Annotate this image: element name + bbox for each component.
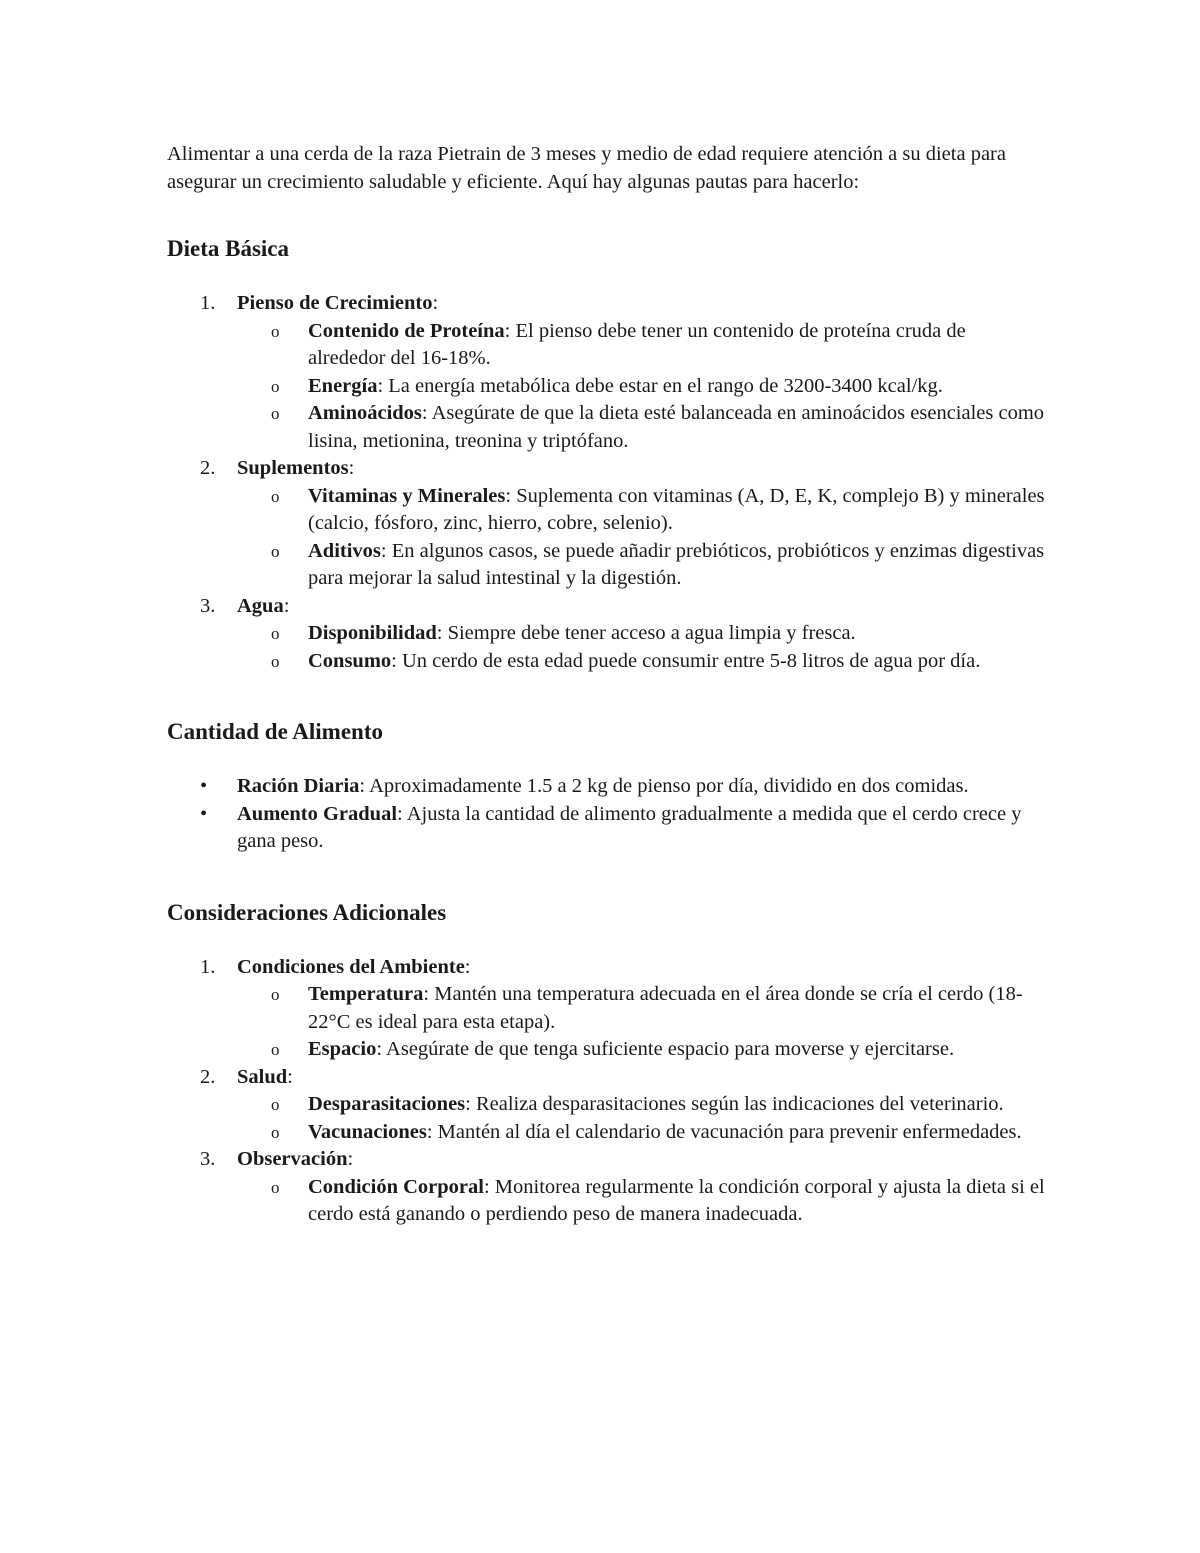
sub-list-item	[237, 1036, 1047, 1064]
heading-consideraciones-adicionales: Consideraciones Adicionales	[167, 899, 447, 925]
circle-bullet-icon: o	[271, 624, 280, 643]
circle-bullet-icon: o	[271, 486, 280, 506]
sub-list-item	[237, 483, 1047, 538]
list-item: 3. Agua: o Disponibilidad: Siempre debe tener acceso a agua limpia y fresca. o Consumo: Un cerdo de esta edad puede consumir entre 5-8 litros de agua por día.	[167, 593, 1047, 676]
item-title: Pienso de Crecimiento	[237, 292, 433, 314]
list-number: 3.	[200, 1148, 216, 1170]
heading-cantidad-alimento: Cantidad de Alimento	[167, 719, 383, 744]
circle-bullet-icon: o	[271, 1040, 280, 1059]
item-title: Suplementos	[237, 457, 349, 479]
subitem-text: : Mantén una temperatura adecuada en el área donde se cría el cerdo (18-22°C es ideal para esta etapa).	[308, 983, 1023, 1033]
subitem-title: Aditivos	[308, 539, 381, 562]
sub-list-item	[237, 1091, 1047, 1119]
circle-bullet-icon: o	[271, 541, 280, 561]
item-title: Observación	[237, 1148, 348, 1170]
circle-bullet-icon: o	[271, 651, 280, 671]
intro-paragraph: Alimentar a una cerda de la raza Pietrain de 3 meses y medio de edad requiere atención a su dieta para asegurar un crecimiento saludable y eficiente. Aquí hay algunas pautas para hacerlo:	[167, 143, 1006, 193]
list-number: 1.	[200, 955, 216, 978]
subitem-title: Vacunaciones	[308, 1120, 427, 1143]
item-title: Salud	[237, 1065, 288, 1088]
sub-list-item	[237, 648, 1047, 676]
item-text: : Aproximadamente 1.5 a 2 kg de pienso por día, dividido en dos comidas.	[359, 775, 969, 797]
sub-list-item	[237, 318, 1047, 373]
sub-list	[237, 620, 1047, 675]
subitem-text: : La energía metabólica debe estar en el rango de 3200-3400 kcal/kg.	[377, 374, 943, 397]
subitem-title: Espacio	[308, 1038, 377, 1060]
list-number: 1.	[200, 292, 216, 314]
list-number: 2.	[200, 457, 216, 479]
subitem-title: Condición Corporal	[308, 1175, 484, 1198]
subitem-title: Energía	[308, 374, 378, 397]
list-item: 1. Pienso de Crecimiento: o Contenido de Proteína: El pienso debe tener un contenido de proteína cruda de alrededor del 16-18%. o Energía: La energía metabólica debe estar en el rango de 3200-3400 kcal/kg. o Aminoácidos: Asegúrate de que la dieta esté balanceada en aminoácidos esenciales como lisina, metionina, treonina y triptófano.	[167, 290, 1047, 455]
item-title: Aumento Gradual	[237, 802, 398, 825]
item-title: Ración Diaria	[237, 775, 360, 797]
list-item: 2. Salud: o Desparasitaciones: Realiza desparasitaciones según las indicaciones del veterinario. o Vacunaciones: Mantén al día el calendario de vacunación para prevenir enfermedades.	[167, 1064, 1047, 1147]
sub-list-item	[237, 538, 1047, 593]
item-text: : Ajusta la cantidad de alimento gradualmente a medida que el cerdo crece y gana peso.	[237, 802, 1022, 852]
heading-dieta-basica: Dieta Básica	[167, 236, 290, 261]
circle-bullet-icon: o	[271, 1122, 280, 1142]
sub-list	[237, 1174, 1047, 1229]
sub-list-item	[237, 981, 1047, 1036]
sub-list	[237, 483, 1047, 593]
subitem-text: : Mantén al día el calendario de vacunación para prevenir enfermedades.	[426, 1120, 1022, 1143]
item-title: Agua	[237, 594, 284, 617]
circle-bullet-icon: o	[271, 1095, 280, 1114]
subitem-text: : Un cerdo de esta edad puede consumir entre 5-8 litros de agua por día.	[391, 649, 981, 672]
subitem-title: Disponibilidad	[308, 622, 437, 644]
circle-bullet-icon: o	[271, 376, 280, 396]
subitem-title: Vitaminas y Minerales	[308, 484, 506, 507]
item-title: Condiciones del Ambiente	[237, 955, 465, 978]
list-number: 3.	[200, 594, 216, 617]
sub-list	[237, 1091, 1047, 1146]
subitem-title: Desparasitaciones	[308, 1093, 466, 1115]
circle-bullet-icon: o	[271, 321, 280, 341]
dieta-list	[167, 290, 1047, 675]
sub-list-item	[237, 400, 1047, 455]
subitem-text: : Asegúrate de que tenga suficiente espacio para moverse y ejercitarse.	[376, 1038, 955, 1060]
sub-list-item	[237, 1119, 1047, 1147]
list-item	[167, 801, 1047, 856]
subitem-text: : Suplementa con vitaminas (A, D, E, K, complejo B) y minerales (calcio, fósforo, zinc, hierro, cobre, selenio).	[308, 484, 1045, 534]
subitem-title: Consumo	[308, 649, 392, 672]
subitem-text: : Realiza desparasitaciones según las indicaciones del veterinario.	[465, 1093, 1004, 1115]
sub-list-item	[237, 620, 1047, 648]
circle-bullet-icon: o	[271, 1177, 280, 1197]
list-item: 1. Condiciones del Ambiente: o Temperatura: Mantén una temperatura adecuada en el área donde se cría el cerdo (18-22°C es ideal para esta etapa). o Espacio: Asegúrate de que tenga suficiente espacio para moverse y ejercitarse.	[167, 954, 1047, 1064]
subitem-title: Contenido de Proteína	[308, 319, 505, 342]
cantidad-list	[167, 773, 1047, 856]
bullet-icon: •	[200, 802, 208, 825]
list-item: 2. Suplementos: o Vitaminas y Minerales: Suplementa con vitaminas (A, D, E, K, complejo B) y minerales (calcio, fósforo, zinc, hierro, cobre, selenio). o Aditivos: En algunos casos, se puede añadir prebióticos, probióticos y enzimas digestivas para mejorar la salud intestinal y la digestión.	[167, 455, 1047, 593]
list-number: 2.	[200, 1065, 216, 1088]
consideraciones-list	[167, 954, 1047, 1229]
subitem-text: : El pienso debe tener un contenido de proteína cruda de alrededor del 16-18%.	[308, 319, 966, 369]
circle-bullet-icon: o	[271, 985, 280, 1004]
subitem-text: : Siempre debe tener acceso a agua limpia y fresca.	[436, 622, 856, 644]
subitem-title: Temperatura	[308, 983, 424, 1005]
sub-list	[237, 981, 1047, 1064]
list-item: 3. Observación: o Condición Corporal: Monitorea regularmente la condición corporal y ajusta la dieta si el cerdo está ganando o perdiendo peso de manera inadecuada.	[167, 1146, 1047, 1229]
sub-list-item	[237, 1174, 1047, 1229]
subitem-text: : Asegúrate de que la dieta esté balanceada en aminoácidos esenciales como lisina, metionina, treonina y triptófano.	[308, 402, 1045, 452]
subitem-text: : Monitorea regularmente la condición corporal y ajusta la dieta si el cerdo está ganando o perdiendo peso de manera inadecuada.	[308, 1175, 1045, 1225]
list-item	[167, 773, 1047, 801]
subitem-text: : En algunos casos, se puede añadir prebióticos, probióticos y enzimas digestivas para mejorar la salud intestinal y la digestión.	[308, 539, 1045, 589]
circle-bullet-icon: o	[271, 404, 280, 423]
subitem-title: Aminoácidos	[308, 402, 422, 424]
document-page	[167, 141, 1047, 1229]
sub-list-item	[237, 373, 1047, 401]
sub-list	[237, 318, 1047, 456]
bullet-icon: •	[200, 775, 208, 797]
